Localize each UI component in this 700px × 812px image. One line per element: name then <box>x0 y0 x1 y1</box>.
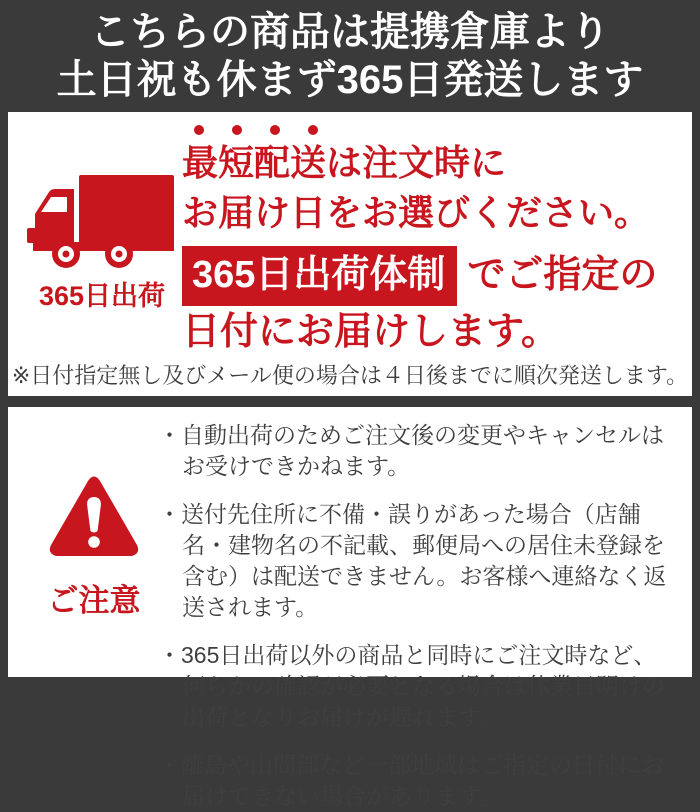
bullet-text: 送付先住所に不備・誤りがあった場合（店舗名・建物名の不記載、郵便局への居住未登録を含む）は配送できません。お客様へ連絡なく返送されます。 <box>181 501 667 620</box>
truck-caption: 365日出荷 <box>38 281 166 311</box>
caution-bullet-item <box>158 420 668 482</box>
shipping-note: ※日付指定無し及びメール便の場合は４日後までに順次発送します。 <box>11 363 689 388</box>
delivery-truck-icon <box>26 170 178 272</box>
warning-triangle-icon <box>34 473 154 565</box>
caution-bullet-item <box>158 499 668 623</box>
shipping-info-panel <box>8 112 692 396</box>
emphasis-dot <box>194 125 204 135</box>
bullet-marker: ・ <box>158 501 181 527</box>
truck-block <box>26 170 178 313</box>
panel-divider <box>0 396 700 407</box>
top-banner <box>0 0 700 112</box>
shipping-headline-4: 日付にお届けします。 <box>182 311 559 353</box>
bullet-marker: ・ <box>158 752 181 778</box>
shipping-headline-1: 最短配送は注文時に <box>182 142 507 183</box>
caution-bullet-item <box>158 640 668 733</box>
bullet-text: 離島や山間部など一部地域はご指定の日付にお届けできない場合があります。 <box>181 752 664 809</box>
bullet-marker: ・ <box>158 642 181 668</box>
caution-caption: ご注意 <box>47 583 141 618</box>
bullet-marker: ・ <box>158 422 181 448</box>
bullet-text: 365日出荷以外の商品と同時にご注文時など、何らかの確認が必要となる場合は休業日明けの出荷となりお届けが遅れます。 <box>181 642 665 730</box>
emphasis-dot <box>232 125 242 135</box>
caution-bullet-item <box>158 750 668 812</box>
bullet-text: 自動出荷のためご注文後の変更やキャンセルはお受けできかねます。 <box>181 422 664 479</box>
shipping-message <box>182 122 686 358</box>
banner-line-2: 土日祝も休まず365日発送します <box>56 58 644 102</box>
emphasis-dot <box>308 125 318 135</box>
banner-line-1: こちらの商品は提携倉庫より <box>90 10 610 54</box>
caution-block <box>34 473 154 620</box>
caution-panel <box>8 407 692 809</box>
shipping-headline-2: お届け日をお選びください。 <box>182 192 651 233</box>
emphasis-dot <box>270 125 280 135</box>
highlight-badge: 365日出荷体制 <box>182 246 457 306</box>
after-highlight-text: でご指定の <box>467 254 658 296</box>
shipping-headline-3 <box>182 246 686 306</box>
caution-bullet-list <box>158 420 668 812</box>
emphasis-dots <box>194 125 686 135</box>
